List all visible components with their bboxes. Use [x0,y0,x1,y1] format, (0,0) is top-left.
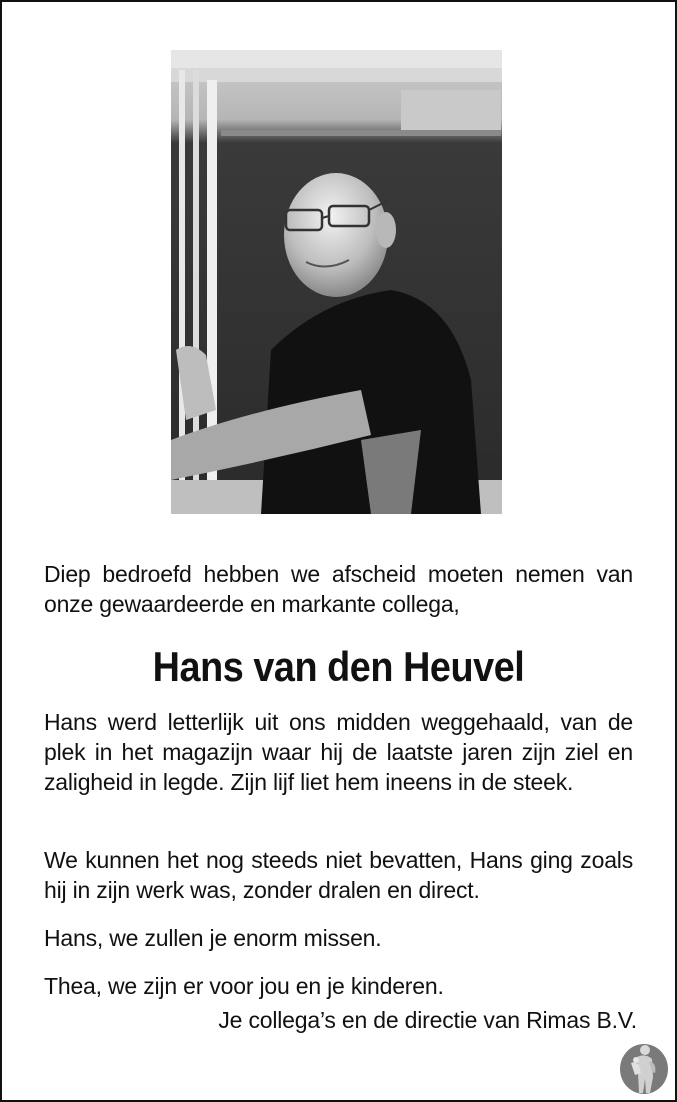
signature: Je collega’s en de directie van Rimas B.V. [218,1007,637,1033]
intro-text: Diep bedroefd hebben we afscheid moeten nemen van onze gewaardeerde en markante collega, [44,561,633,617]
paragraph-1: Hans werd letterlijk uit ons midden weggehaald, van de plek in het magazijn waar hij de laatste jaren zijn ziel en zaligheid in legde. Zijn lijf liet hem ineens in de steek. [44,709,633,795]
deceased-name: Hans van den Heuvel [152,643,525,690]
paragraph-2: We kunnen het nog steeds niet bevatten, Hans ging zoals hij in zijn werk was, zonder dralen en direct. [44,847,633,903]
embracing-figures-logo-icon [619,1043,669,1095]
paragraph-4: Thea, we zijn er voor jou en je kinderen. [44,973,444,999]
portrait-image [171,50,502,514]
portrait-photo [171,50,502,514]
paragraph-3: Hans, we zullen je enorm missen. [44,925,382,951]
